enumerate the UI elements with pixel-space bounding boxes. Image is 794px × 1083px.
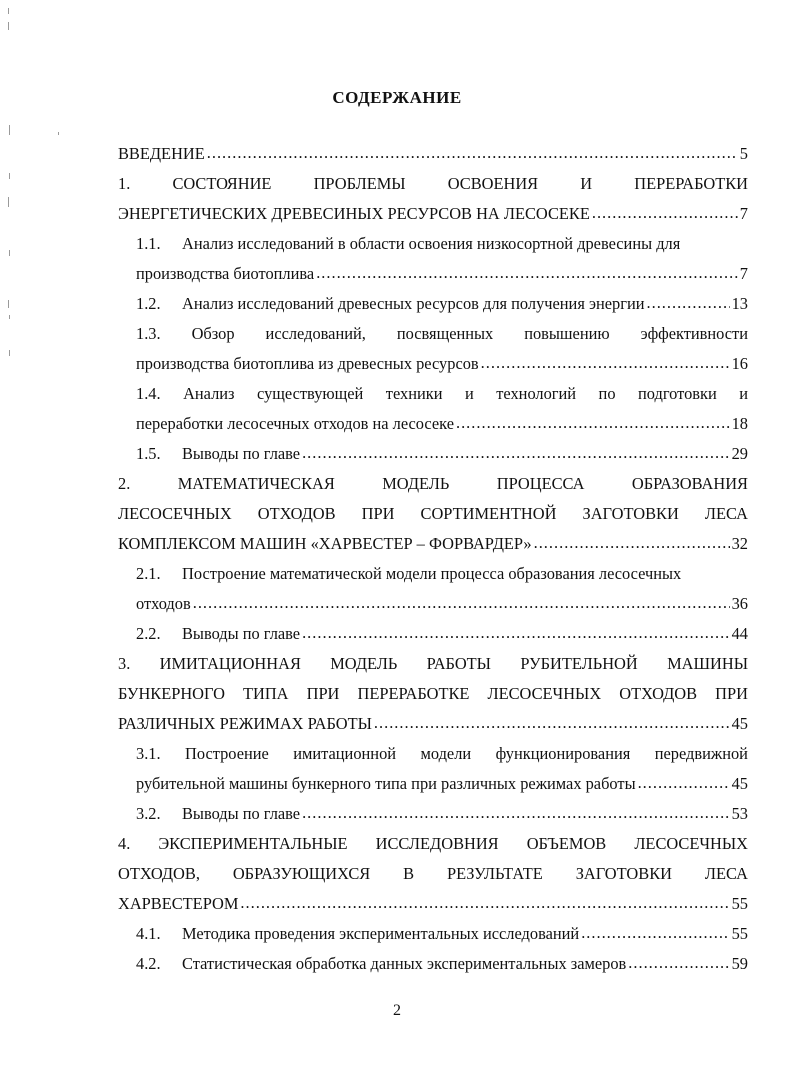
toc-entry-title: ЭНЕРГЕТИЧЕСКИХ ДРЕВЕСИНЫХ РЕСУРСОВ НА ЛЕСОСЕКЕ — [118, 204, 590, 223]
page-number: 2 — [393, 1002, 401, 1019]
dot-leader — [193, 588, 730, 618]
toc-section-1-3-line-1[interactable]: 1.3. Обзор исследований, посвященных повышению эффективности — [136, 324, 748, 343]
table-of-contents — [118, 139, 748, 979]
toc-section-3-1-line-2[interactable] — [118, 769, 748, 799]
toc-section-number: 4.1. — [136, 924, 161, 943]
toc-section-3-1-line-1[interactable]: 3.1. Построение имитационной модели функционирования передвижной — [136, 744, 748, 763]
dot-leader — [534, 528, 730, 558]
toc-entry-title: ХАРВЕСТЕРОМ — [118, 894, 239, 913]
toc-section-1-1-line-1[interactable] — [118, 229, 748, 259]
toc-entry-page: 45 — [731, 774, 748, 793]
dot-leader — [456, 408, 730, 438]
toc-entry-title: Выводы по главе — [182, 804, 301, 823]
toc-chapter-4-line-1[interactable]: 4. ЭКСПЕРИМЕНТАЛЬНЫЕ ИССЛЕДОВНИЯ ОБЪЕМОВ ЛЕСОСЕЧНЫХ — [118, 834, 748, 853]
toc-chapter-1-line-2[interactable] — [118, 199, 748, 229]
toc-entry-page: 53 — [731, 804, 748, 823]
toc-section-1-4-line-2[interactable] — [118, 409, 748, 439]
toc-entry-introduction[interactable] — [118, 139, 748, 169]
toc-entry-title: Построение математической модели процесса образования лесосечных — [182, 564, 682, 583]
toc-section-4-1[interactable] — [118, 919, 748, 949]
toc-entry-title: рубительной машины бункерного типа при различных режимах работы — [136, 774, 636, 793]
toc-entry-page: 7 — [739, 204, 748, 223]
toc-entry-title: Статистическая обработка данных экспериментальных замеров — [182, 954, 627, 973]
toc-section-1-2[interactable] — [118, 289, 748, 319]
toc-entry-page: 45 — [731, 714, 748, 733]
toc-entry-title: производства биотоплива из древесных ресурсов — [136, 354, 479, 373]
dot-leader — [638, 768, 730, 798]
dot-leader — [628, 948, 729, 978]
toc-section-number: 1.3. — [136, 324, 161, 343]
toc-entry-page: 32 — [731, 534, 748, 553]
dot-leader — [374, 708, 730, 738]
toc-entry-title: ВВЕДЕНИЕ — [118, 144, 205, 163]
toc-chapter-3-line-3[interactable] — [118, 709, 748, 739]
dot-leader — [302, 618, 730, 648]
toc-entry-page: 16 — [731, 354, 748, 373]
toc-section-1-3-line-2[interactable] — [118, 349, 748, 379]
toc-entry-page: 13 — [731, 294, 748, 313]
toc-entry-title: Методика проведения экспериментальных исследований — [182, 924, 580, 943]
dot-leader — [240, 888, 729, 918]
dot-leader — [316, 258, 738, 288]
toc-chapter-number: 2. — [118, 474, 131, 493]
toc-entry-title: РАЗЛИЧНЫХ РЕЖИМАХ РАБОТЫ — [118, 714, 372, 733]
toc-section-1-5[interactable] — [118, 439, 748, 469]
dot-leader — [302, 438, 730, 468]
dot-leader — [207, 138, 738, 168]
toc-entry-title: КОМПЛЕКСОМ МАШИН «ХАРВЕСТЕР – ФОРВАРДЕР» — [118, 534, 532, 553]
toc-entry-title: отходов — [136, 594, 191, 613]
toc-section-1-1-line-2[interactable] — [118, 259, 748, 289]
toc-section-number: 3.2. — [136, 804, 161, 823]
toc-entry-title: Выводы по главе — [182, 444, 301, 463]
toc-chapter-1-line-1[interactable]: 1. СОСТОЯНИЕ ПРОБЛЕМЫ ОСВОЕНИЯ И ПЕРЕРАБОТКИ — [118, 174, 748, 193]
toc-section-number: 1.4. — [136, 384, 161, 403]
toc-section-number: 4.2. — [136, 954, 161, 973]
toc-chapter-2-line-3[interactable] — [118, 529, 748, 559]
toc-section-number: 1.2. — [136, 294, 161, 313]
toc-chapter-3-line-1[interactable]: 3. ИМИТАЦИОННАЯ МОДЕЛЬ РАБОТЫ РУБИТЕЛЬНОЙ МАШИНЫ — [118, 654, 748, 673]
toc-entry-page: 18 — [731, 414, 748, 433]
toc-section-1-4-line-1[interactable]: 1.4. Анализ существующей техники и технологий по подготовки и — [136, 384, 748, 403]
toc-section-4-2[interactable] — [118, 949, 748, 979]
toc-section-number: 2.2. — [136, 624, 161, 643]
toc-entry-page: 7 — [739, 264, 748, 283]
dot-leader — [302, 798, 730, 828]
toc-section-number: 2.1. — [136, 564, 161, 583]
scan-margin-marks — [0, 0, 30, 1083]
toc-chapter-2-line-1[interactable]: 2. МАТЕМАТИЧЕСКАЯ МОДЕЛЬ ПРОЦЕССА ОБРАЗОВАНИЯ — [118, 474, 748, 493]
toc-entry-title: Анализ исследований в области освоения низкосортной древесины для — [182, 234, 681, 253]
toc-chapter-2-line-2[interactable]: ЛЕСОСЕЧНЫХ ОТХОДОВ ПРИ СОРТИМЕНТНОЙ ЗАГОТОВКИ ЛЕСА — [118, 504, 748, 523]
toc-entry-page: 5 — [739, 144, 748, 163]
toc-heading: СОДЕРЖАНИЕ — [332, 88, 462, 107]
toc-chapter-number: 4. — [118, 834, 131, 853]
toc-entry-page: 29 — [731, 444, 748, 463]
toc-section-2-1-line-2[interactable] — [118, 589, 748, 619]
toc-entry-title: переработки лесосечных отходов на лесосеке — [136, 414, 454, 433]
toc-chapter-number: 1. — [118, 174, 131, 193]
toc-entry-title: Выводы по главе — [182, 624, 301, 643]
dot-leader — [647, 288, 730, 318]
toc-chapter-4-line-3[interactable] — [118, 889, 748, 919]
dot-leader — [592, 198, 738, 228]
toc-section-2-1-line-1[interactable] — [118, 559, 748, 589]
dot-leader — [481, 348, 730, 378]
toc-chapter-3-line-2[interactable]: БУНКЕРНОГО ТИПА ПРИ ПЕРЕРАБОТКЕ ЛЕСОСЕЧНЫХ ОТХОДОВ ПРИ — [118, 684, 748, 703]
toc-entry-page: 36 — [731, 594, 748, 613]
toc-chapter-number: 3. — [118, 654, 131, 673]
toc-entry-page: 55 — [731, 894, 748, 913]
toc-entry-page: 44 — [731, 624, 748, 643]
toc-entry-title: производства биотоплива — [136, 264, 315, 283]
toc-section-number: 3.1. — [136, 744, 161, 763]
toc-section-number: 1.1. — [136, 234, 161, 253]
toc-entry-title: Анализ исследований древесных ресурсов для получения энергии — [182, 294, 645, 313]
toc-entry-page: 55 — [731, 924, 748, 943]
toc-entry-page: 59 — [731, 954, 748, 973]
toc-section-2-2[interactable] — [118, 619, 748, 649]
dot-leader — [581, 918, 729, 948]
toc-chapter-4-line-2[interactable]: ОТХОДОВ, ОБРАЗУЮЩИХСЯ В РЕЗУЛЬТАТЕ ЗАГОТОВКИ ЛЕСА — [118, 864, 748, 883]
toc-section-number: 1.5. — [136, 444, 161, 463]
toc-section-3-2[interactable] — [118, 799, 748, 829]
